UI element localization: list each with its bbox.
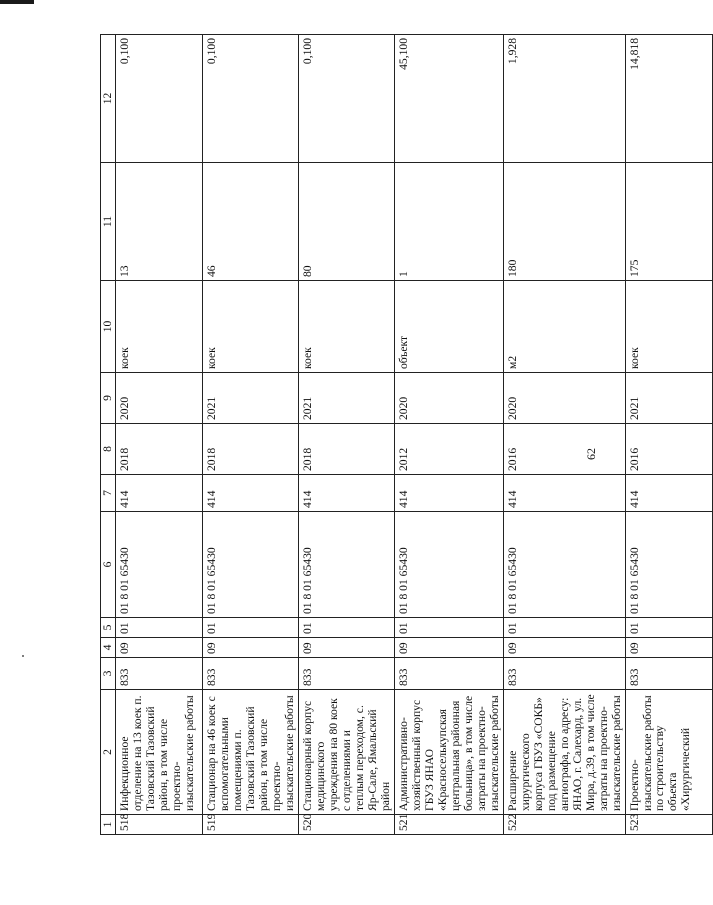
section-cell: 09 bbox=[503, 638, 625, 658]
amount-cell: 0,100 bbox=[203, 35, 299, 163]
section-cell: 09 bbox=[203, 638, 299, 658]
capacity-cell: 180 bbox=[503, 163, 625, 281]
start-year-cell: 2016 bbox=[625, 424, 712, 475]
capacity-cell: 1 bbox=[394, 163, 503, 281]
object-name-cell: Административно-хозяйственный корпус ГБУЗ ЯНАО «Красноселькупская центральная районная больница», в том числе затраты на проектно-изыскательские работы bbox=[394, 690, 503, 815]
row-number-cell: 519 bbox=[203, 815, 299, 835]
object-name-cell: Расширение хирургического корпуса ГБУЗ «СОКБ» под размещение ангиографа, по адресу: ЯНАО, г. Салехард, ул. Мира, д.39, в том числе затраты на проектно-изыскательские работы bbox=[503, 690, 625, 815]
end-year-cell: 2020 bbox=[503, 373, 625, 424]
column-header: 10 bbox=[101, 281, 116, 373]
scan-speck bbox=[22, 655, 24, 657]
column-header: 6 bbox=[101, 512, 116, 618]
unit-cell: коек bbox=[625, 281, 712, 373]
page-number: 62 bbox=[584, 448, 598, 460]
column-header: 8 bbox=[101, 424, 116, 475]
subsection-cell: 01 bbox=[394, 618, 503, 638]
object-name-cell: Стационарный корпус медицинского учреждения на 80 коек с отделениями и теплым переходом, с. Яр-Сале, Ямальский район bbox=[298, 690, 394, 815]
section-cell: 09 bbox=[394, 638, 503, 658]
target-article-cell: 01 8 01 65430 bbox=[116, 512, 203, 618]
end-year-cell: 2020 bbox=[394, 373, 503, 424]
scan-corner-mark bbox=[0, 0, 34, 4]
code-cell: 833 bbox=[203, 658, 299, 690]
capacity-cell: 80 bbox=[298, 163, 394, 281]
table-row bbox=[503, 35, 625, 835]
subsection-cell: 01 bbox=[503, 618, 625, 638]
table-row bbox=[203, 35, 299, 835]
table-row bbox=[394, 35, 503, 835]
end-year-cell: 2021 bbox=[203, 373, 299, 424]
column-header: 12 bbox=[101, 35, 116, 163]
section-cell: 09 bbox=[625, 638, 712, 658]
rotated-table-area bbox=[100, 35, 693, 835]
section-cell: 09 bbox=[116, 638, 203, 658]
subsection-cell: 01 bbox=[625, 618, 712, 638]
column-header: 1 bbox=[101, 815, 116, 835]
start-year-cell: 2018 bbox=[298, 424, 394, 475]
expense-type-cell: 414 bbox=[503, 475, 625, 512]
amount-cell: 0,100 bbox=[116, 35, 203, 163]
start-year-cell: 2012 bbox=[394, 424, 503, 475]
target-article-cell: 01 8 01 65430 bbox=[203, 512, 299, 618]
section-cell: 09 bbox=[298, 638, 394, 658]
target-article-cell: 01 8 01 65430 bbox=[298, 512, 394, 618]
row-number-cell: 520 bbox=[298, 815, 394, 835]
unit-cell: м2 bbox=[503, 281, 625, 373]
table-row bbox=[116, 35, 203, 835]
row-number-cell: 518 bbox=[116, 815, 203, 835]
object-name-cell: Инфекционное отделение на 13 коек п. Тазовский Тазовский район, в том числе проектно-изыскательские работы bbox=[116, 690, 203, 815]
code-cell: 833 bbox=[503, 658, 625, 690]
capacity-cell: 13 bbox=[116, 163, 203, 281]
unit-cell: коек bbox=[116, 281, 203, 373]
target-article-cell: 01 8 01 65430 bbox=[503, 512, 625, 618]
unit-cell: коек bbox=[298, 281, 394, 373]
end-year-cell: 2020 bbox=[116, 373, 203, 424]
budget-table bbox=[100, 34, 713, 835]
amount-cell: 45,100 bbox=[394, 35, 503, 163]
expense-type-cell: 414 bbox=[394, 475, 503, 512]
target-article-cell: 01 8 01 65430 bbox=[394, 512, 503, 618]
subsection-cell: 01 bbox=[203, 618, 299, 638]
code-cell: 833 bbox=[394, 658, 503, 690]
code-cell: 833 bbox=[625, 658, 712, 690]
expense-type-cell: 414 bbox=[203, 475, 299, 512]
object-name-cell: Проектно-изыскательские работы по строительству объекта «Хирургический bbox=[625, 690, 712, 815]
start-year-cell: 2018 bbox=[203, 424, 299, 475]
amount-cell: 14,818 bbox=[625, 35, 712, 163]
code-cell: 833 bbox=[116, 658, 203, 690]
capacity-cell: 175 bbox=[625, 163, 712, 281]
column-header: 2 bbox=[101, 690, 116, 815]
target-article-cell: 01 8 01 65430 bbox=[625, 512, 712, 618]
column-header: 5 bbox=[101, 618, 116, 638]
unit-cell: коек bbox=[203, 281, 299, 373]
code-cell: 833 bbox=[298, 658, 394, 690]
expense-type-cell: 414 bbox=[116, 475, 203, 512]
subsection-cell: 01 bbox=[298, 618, 394, 638]
column-header: 4 bbox=[101, 638, 116, 658]
expense-type-cell: 414 bbox=[625, 475, 712, 512]
capacity-cell: 46 bbox=[203, 163, 299, 281]
subsection-cell: 01 bbox=[116, 618, 203, 638]
column-header: 7 bbox=[101, 475, 116, 512]
table-row bbox=[298, 35, 394, 835]
start-year-cell: 2018 bbox=[116, 424, 203, 475]
expense-type-cell: 414 bbox=[298, 475, 394, 512]
end-year-cell: 2021 bbox=[298, 373, 394, 424]
column-header: 11 bbox=[101, 163, 116, 281]
end-year-cell: 2021 bbox=[625, 373, 712, 424]
column-header: 3 bbox=[101, 658, 116, 690]
amount-cell: 1,928 bbox=[503, 35, 625, 163]
table-row bbox=[625, 35, 712, 835]
object-name-cell: Стационар на 46 коек с вспомогательными помещениями п. Тазовский Тазовский район, в том числе проектно-изыскательские работы bbox=[203, 690, 299, 815]
column-header: 9 bbox=[101, 373, 116, 424]
unit-cell: объект bbox=[394, 281, 503, 373]
row-number-cell: 521 bbox=[394, 815, 503, 835]
start-year-cell: 2016 bbox=[503, 424, 625, 475]
amount-cell: 0,100 bbox=[298, 35, 394, 163]
row-number-cell: 523 bbox=[625, 815, 712, 835]
row-number-cell: 522 bbox=[503, 815, 625, 835]
table-header-row bbox=[101, 35, 116, 835]
